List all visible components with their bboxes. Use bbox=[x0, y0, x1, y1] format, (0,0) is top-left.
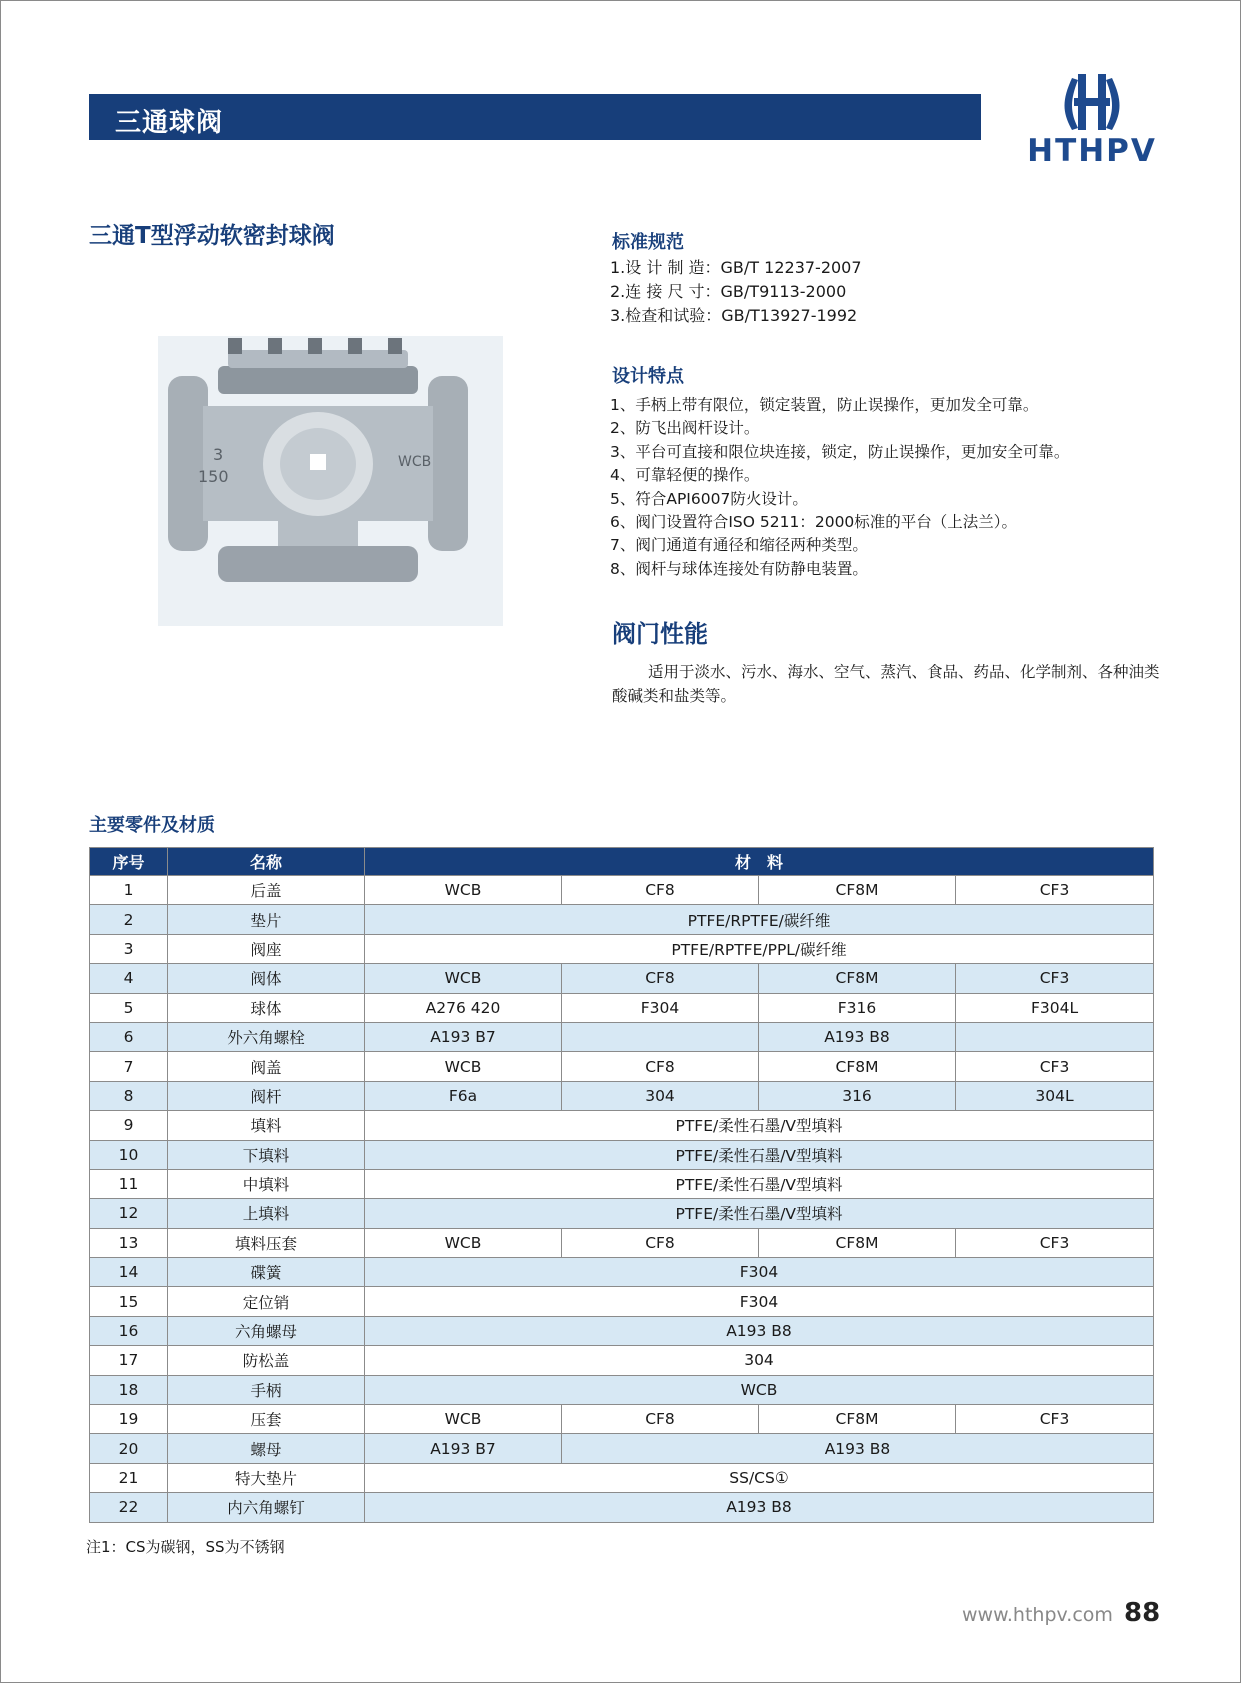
standards-list bbox=[610, 256, 862, 328]
feature-item: 1、手柄上带有限位，锁定装置，防止误操作，更加发全可靠。 bbox=[610, 396, 1039, 414]
cell-no: 10 bbox=[90, 1140, 168, 1169]
cell-material: WCB bbox=[365, 964, 562, 993]
cell-material bbox=[562, 1022, 759, 1051]
cell-no: 1 bbox=[90, 876, 168, 905]
table-row bbox=[90, 993, 1154, 1022]
cell-no: 7 bbox=[90, 1052, 168, 1081]
cell-name: 阀杆 bbox=[168, 1081, 365, 1110]
cell-name: 阀座 bbox=[168, 934, 365, 963]
cell-material: CF3 bbox=[956, 1052, 1154, 1081]
cell-name: 螺母 bbox=[168, 1434, 365, 1463]
table-row bbox=[90, 1434, 1154, 1463]
cell-material: A276 420 bbox=[365, 993, 562, 1022]
parts-table bbox=[89, 847, 1154, 1523]
cell-name: 后盖 bbox=[168, 876, 365, 905]
standards-item: 2.连 接 尺 寸：GB/T9113-2000 bbox=[610, 282, 847, 301]
cell-no: 17 bbox=[90, 1346, 168, 1375]
table-row bbox=[90, 876, 1154, 905]
cell-no: 12 bbox=[90, 1199, 168, 1228]
cell-name: 手柄 bbox=[168, 1375, 365, 1404]
feature-item: 8、阀杆与球体连接处有防静电装置。 bbox=[610, 559, 868, 578]
cell-no: 3 bbox=[90, 934, 168, 963]
cell-name: 中填料 bbox=[168, 1169, 365, 1198]
cell-name: 压套 bbox=[168, 1405, 365, 1434]
feature-item: 6、阀门设置符合ISO 5211：2000标准的平台（上法兰）。 bbox=[610, 513, 1018, 532]
page-title: 三通球阀 bbox=[115, 108, 224, 138]
cell-name: 上填料 bbox=[168, 1199, 365, 1228]
cell-material: CF3 bbox=[956, 876, 1154, 905]
cell-material: SS/CS① bbox=[365, 1463, 1154, 1492]
cell-material: PTFE/RPTFE/PPL/碳纤维 bbox=[365, 934, 1154, 963]
cell-no: 13 bbox=[90, 1228, 168, 1257]
cell-name: 防松盖 bbox=[168, 1346, 365, 1375]
table-row bbox=[90, 964, 1154, 993]
table-row bbox=[90, 1228, 1154, 1257]
cell-material: CF8 bbox=[562, 1405, 759, 1434]
cell-material: A193 B7 bbox=[365, 1022, 562, 1051]
title-bar bbox=[89, 94, 981, 140]
cell-material: 316 bbox=[759, 1081, 956, 1110]
svg-text:150: 150 bbox=[198, 467, 229, 486]
website-link[interactable]: www.hthpv.com bbox=[962, 1604, 1113, 1626]
cell-material: CF8 bbox=[562, 1052, 759, 1081]
cell-name: 内六角螺钉 bbox=[168, 1493, 365, 1522]
parts-heading: 主要零件及材质 bbox=[89, 815, 215, 836]
col-header-no: 序号 bbox=[90, 848, 168, 876]
cell-no: 5 bbox=[90, 993, 168, 1022]
table-row bbox=[90, 1375, 1154, 1404]
cell-name: 定位销 bbox=[168, 1287, 365, 1316]
cell-material: CF8 bbox=[562, 876, 759, 905]
cell-material: PTFE/柔性石墨/V型填料 bbox=[365, 1111, 1154, 1140]
table-row bbox=[90, 1316, 1154, 1345]
footnote: 注1：CS为碳钢，SS为不锈钢 bbox=[86, 1538, 285, 1556]
cell-material: CF3 bbox=[956, 964, 1154, 993]
cell-material: PTFE/柔性石墨/V型填料 bbox=[365, 1169, 1154, 1198]
table-row bbox=[90, 905, 1154, 934]
cell-name: 外六角螺栓 bbox=[168, 1022, 365, 1051]
cell-no: 2 bbox=[90, 905, 168, 934]
cell-no: 18 bbox=[90, 1375, 168, 1404]
cell-material: F304L bbox=[956, 993, 1154, 1022]
cell-material: A193 B8 bbox=[365, 1493, 1154, 1522]
cell-material: 304 bbox=[365, 1346, 1154, 1375]
cell-no: 16 bbox=[90, 1316, 168, 1345]
cell-no: 22 bbox=[90, 1493, 168, 1522]
page-number: 88 bbox=[1124, 1598, 1161, 1628]
feature-item: 3、平台可直接和限位块连接，锁定，防止误操作，更加安全可靠。 bbox=[610, 442, 1070, 461]
cell-material: A193 B8 bbox=[562, 1434, 1154, 1463]
table-row bbox=[90, 934, 1154, 963]
cell-material: A193 B7 bbox=[365, 1434, 562, 1463]
svg-text:WCB: WCB bbox=[398, 454, 432, 470]
cell-material bbox=[956, 1022, 1154, 1051]
cell-name: 球体 bbox=[168, 993, 365, 1022]
cell-material: PTFE/柔性石墨/V型填料 bbox=[365, 1199, 1154, 1228]
cell-material: CF3 bbox=[956, 1405, 1154, 1434]
performance-text: 适用于淡水、污水、海水、空气、蒸汽、食品、药品、化学制剂、各种油类酸碱类和盐类等。 bbox=[612, 663, 1160, 705]
product-title: 三通T型浮动软密封球阀 bbox=[89, 223, 335, 249]
table-row bbox=[90, 1111, 1154, 1140]
logo-text: HTHPV bbox=[1027, 133, 1157, 169]
table-row bbox=[90, 1081, 1154, 1110]
parts-table-body bbox=[90, 876, 1154, 1523]
cell-material: 304 bbox=[562, 1081, 759, 1110]
feature-item: 7、阀门通道有通径和缩径两种类型。 bbox=[610, 536, 868, 555]
features-list bbox=[610, 394, 1069, 581]
standards-item: 1.设 计 制 造：GB/T 12237-2007 bbox=[610, 258, 862, 277]
cell-no: 14 bbox=[90, 1258, 168, 1287]
cell-material: CF8M bbox=[759, 1228, 956, 1257]
cell-material: F6a bbox=[365, 1081, 562, 1110]
table-row bbox=[90, 1346, 1154, 1375]
table-header-row bbox=[90, 848, 1154, 876]
feature-item: 2、防飞出阀杆设计。 bbox=[610, 419, 760, 438]
cell-material: WCB bbox=[365, 876, 562, 905]
cell-material: A193 B8 bbox=[365, 1316, 1154, 1345]
col-header-name: 名称 bbox=[168, 848, 365, 876]
cell-no: 11 bbox=[90, 1169, 168, 1198]
cell-material: F304 bbox=[562, 993, 759, 1022]
table-row bbox=[90, 1405, 1154, 1434]
table-row bbox=[90, 1052, 1154, 1081]
table-row bbox=[90, 1022, 1154, 1051]
cell-no: 6 bbox=[90, 1022, 168, 1051]
cell-name: 垫片 bbox=[168, 905, 365, 934]
cell-material: A193 B8 bbox=[759, 1022, 956, 1051]
cell-name: 下填料 bbox=[168, 1140, 365, 1169]
performance-heading: 阀门性能 bbox=[612, 620, 708, 648]
cell-material: WCB bbox=[365, 1405, 562, 1434]
table-row bbox=[90, 1287, 1154, 1316]
cell-no: 9 bbox=[90, 1111, 168, 1140]
cell-material: WCB bbox=[365, 1052, 562, 1081]
cell-name: 碟簧 bbox=[168, 1258, 365, 1287]
cell-material: F316 bbox=[759, 993, 956, 1022]
valve-photo bbox=[158, 336, 503, 626]
cell-material: PTFE/柔性石墨/V型填料 bbox=[365, 1140, 1154, 1169]
cell-no: 21 bbox=[90, 1463, 168, 1492]
cell-name: 阀盖 bbox=[168, 1052, 365, 1081]
feature-item: 5、符合API6007防火设计。 bbox=[610, 489, 808, 508]
cell-material: CF8 bbox=[562, 964, 759, 993]
cell-material: F304 bbox=[365, 1258, 1154, 1287]
cell-name: 特大垫片 bbox=[168, 1463, 365, 1492]
table-row bbox=[90, 1199, 1154, 1228]
cell-no: 20 bbox=[90, 1434, 168, 1463]
cell-no: 4 bbox=[90, 964, 168, 993]
cell-material: CF8M bbox=[759, 1052, 956, 1081]
features-heading: 设计特点 bbox=[612, 366, 684, 387]
cell-name: 填料 bbox=[168, 1111, 365, 1140]
table-row bbox=[90, 1169, 1154, 1198]
table-row bbox=[90, 1493, 1154, 1522]
col-header-material: 材 料 bbox=[365, 848, 1154, 876]
cell-no: 8 bbox=[90, 1081, 168, 1110]
table-row bbox=[90, 1140, 1154, 1169]
table-row bbox=[90, 1463, 1154, 1492]
cell-material: F304 bbox=[365, 1287, 1154, 1316]
cell-material: CF8 bbox=[562, 1228, 759, 1257]
cell-name: 阀体 bbox=[168, 964, 365, 993]
cell-material: CF3 bbox=[956, 1228, 1154, 1257]
table-row bbox=[90, 1258, 1154, 1287]
cell-name: 填料压套 bbox=[168, 1228, 365, 1257]
standards-heading: 标准规范 bbox=[612, 232, 684, 253]
cell-material: WCB bbox=[365, 1375, 1154, 1404]
cell-material: CF8M bbox=[759, 876, 956, 905]
cell-material: CF8M bbox=[759, 1405, 956, 1434]
cell-material: 304L bbox=[956, 1081, 1154, 1110]
cell-material: WCB bbox=[365, 1228, 562, 1257]
feature-item: 4、可靠轻便的操作。 bbox=[610, 466, 760, 485]
cell-no: 15 bbox=[90, 1287, 168, 1316]
cell-material: CF8M bbox=[759, 964, 956, 993]
cell-no: 19 bbox=[90, 1405, 168, 1434]
cell-name: 六角螺母 bbox=[168, 1316, 365, 1345]
cell-material: PTFE/RPTFE/碳纤维 bbox=[365, 905, 1154, 934]
svg-text:3: 3 bbox=[213, 445, 224, 464]
standards-item: 3.检查和试验：GB/T13927-1992 bbox=[610, 306, 858, 325]
